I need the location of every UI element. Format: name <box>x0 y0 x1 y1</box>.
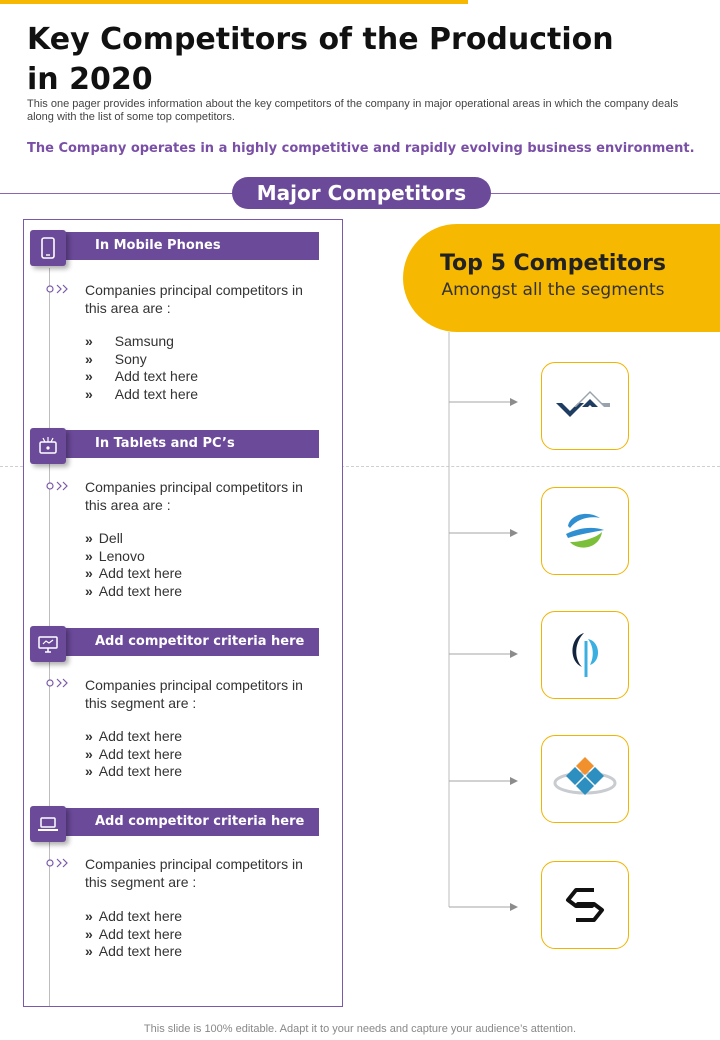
timeline-node-icon <box>45 480 73 492</box>
top5-banner <box>403 224 720 332</box>
section-header-label: Add competitor criteria here <box>95 634 305 649</box>
competitor-name: Lenovo <box>98 547 145 564</box>
top5-subheading: Amongst all the segments <box>441 280 665 300</box>
competitor-logo-4 <box>541 735 629 823</box>
competitor-name: Add text here <box>98 908 183 924</box>
section-intro-text: Companies principal competitors in this segment are : <box>85 856 303 890</box>
bullet-glyph: » <box>85 925 93 942</box>
list-item <box>85 351 198 369</box>
section-header-label: Add competitor criteria here <box>95 814 305 829</box>
list-item <box>85 565 182 583</box>
competitor-name: Sony <box>114 350 147 367</box>
competitor-list <box>85 728 182 781</box>
section-header-tablets-pcs <box>30 428 319 460</box>
competitor-logo-3 <box>541 611 629 699</box>
diamond-tiles-logo-icon <box>552 751 618 807</box>
section-header-criteria-1 <box>30 626 319 658</box>
competitor-name: Add text here <box>98 582 183 599</box>
highlight-statement: The Company operates in a highly competitive and rapidly evolving business environment. <box>27 141 695 156</box>
bullet-glyph: » <box>85 582 93 599</box>
competitor-name: Samsung <box>114 333 174 349</box>
competitor-list <box>85 530 182 600</box>
section-header-label: In Tablets and PC’s <box>95 436 235 451</box>
bullet-glyph: » <box>85 385 93 402</box>
bullet-glyph: » <box>85 530 93 546</box>
timeline-node-icon <box>45 283 73 295</box>
bullet-glyph: » <box>85 547 93 564</box>
list-item <box>85 943 182 961</box>
bullet-glyph: » <box>85 943 93 959</box>
competitor-name: Add text here <box>114 368 199 384</box>
bullet-glyph: » <box>85 745 93 762</box>
list-item <box>85 548 182 566</box>
competitor-name: Add text here <box>98 925 183 942</box>
laptop-icon <box>30 806 66 842</box>
crescent-leaf-logo-icon <box>560 627 610 683</box>
competitor-name: Dell <box>98 530 123 546</box>
monitor-icon <box>30 626 66 662</box>
list-item <box>85 763 182 781</box>
footer-note: This slide is 100% editable. Adapt it to your needs and capture your audience’s attention. <box>143 1023 577 1035</box>
list-item <box>85 926 182 944</box>
bullet-glyph: » <box>85 908 93 924</box>
competitor-name: Add text here <box>98 728 183 744</box>
timeline-node-icon <box>45 677 73 689</box>
competitor-name: Add text here <box>98 943 183 959</box>
list-item <box>85 583 182 601</box>
list-item <box>85 908 182 926</box>
bullet-glyph: » <box>85 565 93 581</box>
section-header-label: In Mobile Phones <box>95 238 221 253</box>
competitor-name: Add text here <box>98 745 183 762</box>
list-item <box>85 746 182 764</box>
chevron-link-logo-icon <box>552 383 618 429</box>
bullet-glyph: » <box>85 368 93 384</box>
competitor-logo-1 <box>541 362 629 450</box>
list-item <box>85 728 182 746</box>
competitor-name: Add text here <box>98 565 183 581</box>
list-item <box>85 386 198 404</box>
tablet-pc-icon <box>30 428 66 464</box>
section-intro-text: Companies principal competitors in this area are : <box>85 282 303 316</box>
page-title: Key Competitors of the Production in 2020 <box>27 22 614 97</box>
section-intro-text: Companies principal competitors in this segment are : <box>85 677 303 711</box>
list-item <box>85 530 182 548</box>
timeline-node-icon <box>45 857 73 869</box>
competitor-list <box>85 908 182 961</box>
section-intro-text: Companies principal competitors in this area are : <box>85 479 303 513</box>
bullet-glyph: » <box>85 333 93 349</box>
top-accent-bar <box>0 0 468 4</box>
section-header-mobile-phones <box>30 230 319 262</box>
hexagon-s-logo-icon <box>562 882 608 928</box>
bullet-glyph: » <box>85 763 93 779</box>
competitor-name: Add text here <box>114 385 199 402</box>
mobile-phone-icon <box>30 230 66 266</box>
competitor-logo-5 <box>541 861 629 949</box>
competitor-list <box>85 333 198 403</box>
bullet-glyph: » <box>85 728 93 744</box>
major-competitors-pill: Major Competitors <box>232 177 491 209</box>
competitor-logo-2 <box>541 487 629 575</box>
bullet-glyph: » <box>85 350 93 367</box>
globe-swoosh-logo-icon <box>560 506 610 556</box>
competitor-name: Add text here <box>98 763 183 779</box>
list-item <box>85 368 198 386</box>
page-description: This one pager provides information about the key competitors of the company in major operational areas in which the company deals along with the list of some top competitors. <box>27 98 679 123</box>
top5-heading: Top 5 Competitors <box>439 251 667 276</box>
section-header-criteria-2 <box>30 806 319 838</box>
list-item <box>85 333 198 351</box>
